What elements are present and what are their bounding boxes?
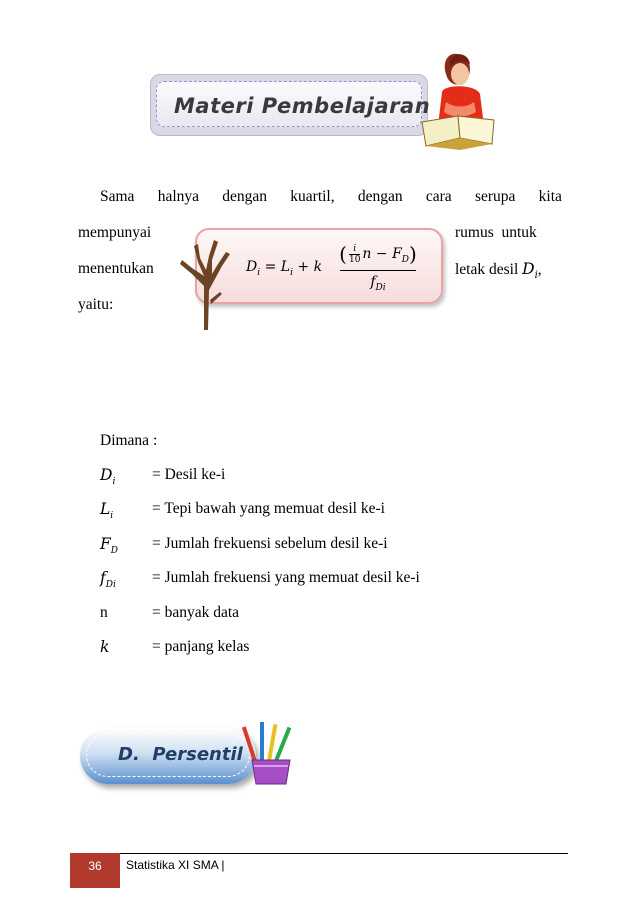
- word: cara: [425, 188, 452, 205]
- line3-text: letak desil: [455, 261, 519, 278]
- footer-text: Statistika XI SMA |: [126, 858, 225, 872]
- page-number: 36: [88, 859, 102, 873]
- def-text: = Jumlah frekuensi yang memuat desil ke-i: [152, 569, 420, 586]
- word: kita: [538, 188, 562, 205]
- section-title: D. Persentil: [118, 744, 243, 765]
- denominator: [338, 274, 418, 293]
- paragraph-line-3-left: menentukan: [78, 260, 154, 277]
- D-symbol: D: [246, 259, 258, 275]
- paragraph-line-2-left: mempunyai: [78, 224, 152, 241]
- definitions-heading: Dimana :: [100, 432, 158, 449]
- def-text: = Desil ke-i: [152, 466, 226, 483]
- paragraph-line-1: [100, 180, 562, 215]
- f-symbol: f: [370, 274, 376, 290]
- def-symbol: $L_i$: [100, 500, 114, 522]
- frac-i: i: [349, 244, 360, 255]
- numerator: ( $\frac{i}{10}$ $n - F_D$): [339, 242, 417, 266]
- def-symbol: n: [100, 604, 108, 621]
- reading-girl-illustration: [420, 46, 500, 156]
- frac-10: 10: [348, 254, 361, 265]
- word: halnya: [157, 188, 200, 205]
- paragraph-line-4: yaitu:: [78, 296, 114, 313]
- fraction-bar: [340, 270, 416, 271]
- f-sub: Di: [375, 282, 386, 293]
- plus-k: + k: [292, 259, 323, 275]
- word: serupa: [474, 188, 516, 205]
- fraction: [338, 240, 418, 296]
- def-text: = Tepi bawah yang memuat desil ke-i: [152, 500, 385, 517]
- tree-illustration: [178, 230, 234, 330]
- formula-lhs: [246, 259, 322, 278]
- def-text: = panjang kelas: [152, 638, 250, 655]
- desil-sub: i: [534, 270, 538, 282]
- word: dengan: [222, 188, 268, 205]
- footer-rule: [70, 853, 568, 854]
- line3-comma: ,: [537, 261, 542, 278]
- paragraph-line-3-right: [455, 252, 542, 294]
- paragraph-line-2-right: rumus untuk: [455, 224, 537, 241]
- equals-sign: =: [260, 259, 281, 275]
- word: Sama: [100, 188, 135, 205]
- formula: [246, 240, 426, 296]
- desil-symbol: D: [522, 260, 535, 278]
- L-sub: i: [290, 267, 293, 278]
- def-symbol: $f_{Di}$: [100, 569, 116, 591]
- F-sub: D: [401, 254, 410, 265]
- D-sub: i: [257, 267, 261, 278]
- def-text: = Jumlah frekuensi sebelum desil ke-i: [152, 535, 388, 552]
- def-text: = banyak data: [152, 604, 240, 621]
- word: dengan: [357, 188, 403, 205]
- def-symbol: $D_i$: [100, 466, 116, 488]
- def-symbol: k: [100, 638, 110, 656]
- pencil-cup-icon: [238, 722, 304, 788]
- n-minus-F: n − F: [362, 246, 402, 262]
- L-symbol: L: [280, 259, 291, 275]
- word: kuartil,: [290, 188, 335, 205]
- def-symbol: $F_D$: [100, 535, 118, 557]
- banner-title: Materi Pembelajaran: [174, 94, 431, 118]
